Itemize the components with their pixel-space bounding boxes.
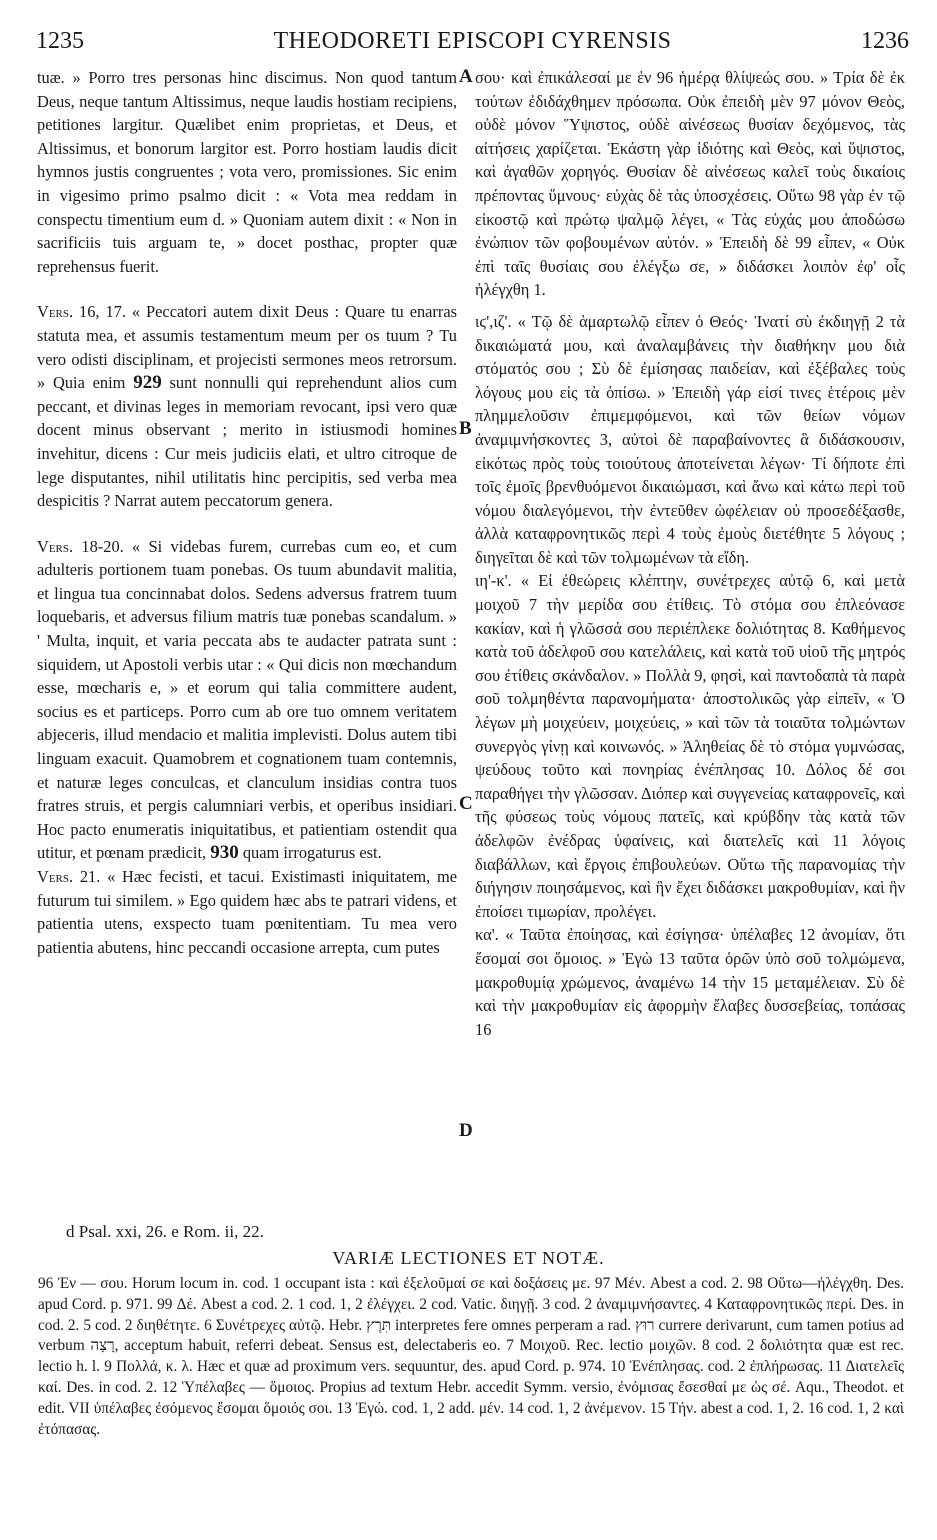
column-number: 930	[210, 842, 239, 864]
verse-label: Vers. 21.	[37, 867, 101, 886]
running-title: THEODORETI EPISCOPI CYRENSIS	[273, 28, 672, 54]
latin-paragraph-1: tuæ. » Porro tres personas hinc discimus. Non quod tantum Deus, neque tantum Altissimus, neque laudis hostiam recipiens, petitiones largitur. Quælibet enim proprietas, et Deus, et Altissimus, et bonorum largitor est. Porro hostiam laudis dicit hymnos justis congruentes ; vota vero, promissiones. Sic enim in vigesimo primo psalmo dicit : « Vota mea reddam in conspectu timentium eum d. » Quoniam autem dixit : « Non in sacrificiis tuis arguam te, » docet posthac, propter quæ reprehensus fuerit.	[37, 68, 457, 276]
greek-paragraph-3: ιη'-κ'. « Εἰ ἐθεώρεις κλέπτην, συνέτρεχες αὐτῷ 6, καὶ μετὰ μοιχοῦ 7 τὴν μερίδα σου ἐτίθεις. Τὸ στόμα σου ἐπλεόνασε κακίαν, καὶ ἡ γλῶσσά σου περιέπλεκε δολιότητας 8. Καθήμενος κατὰ τοῦ ἀδελφοῦ σου κατελάλεις, καὶ κατὰ τοῦ υἱοῦ τῆς μητρός σου ἐτίθεις σκάνδαλον. » Πολλὰ 9, φησὶ, καὶ παντοδαπὰ τὰ παρὰ σοῦ τολμηθέντα παρανομήματα· ἀποστολικῶς γὰρ εἰπεῖν, « Ὁ λέγων μὴ μοιχεύειν, μοιχεύεις, » καὶ τῶν τὰ τοιαῦτα τολμώντων συνεργὸς γίνῃ καὶ κοινωνός. » Ἀληθείας δὲ τὸ στόμα γυμνώσας, ψεύδους τοῦτο καὶ πονηρίας ἐνέπλησας 10. Δόλος δέ σοι παραθήγει τὴν γλῶσσαν. Διόπερ καὶ συγγενείας καταφρονεῖς, καὶ τῆς φύσεως τοὺς νόμους πατεῖς, καὶ κρύβδην τὰς κατὰ τῶν ἀδελφῶν ἐνέδρας ὑφαίνεις, καὶ διατελεῖς καὶ 11 λόγοις διαβάλλων, καὶ ἔργοις ἐπιβουλεύων. Οὕτω τῆς παρανομίας τὴν διήγησιν ποιησάμενος, καὶ ἣν ἔχει διδάσκει μακροθυμίαν, καὶ ἣν ἐποίσει τιμωρίαν, προλέγει.	[475, 571, 905, 921]
greek-paragraph-4: κα'. « Ταῦτα ἐποίησας, καὶ ἐσίγησα· ὑπέλαβες 12 ἀνομίαν, ὅτι ἔσομαί σοι ὅμοιος. » Ἐγὼ 13 ταῦτα ὁρῶν ὑπὸ σοῦ τολμώμενα, μακροθυμίᾳ χρώμενος, ἀναμένω 14 τὴν 15 μεταμέλειαν. Σὺ δὲ καὶ τὴν μακροθυμίαν εἰς ἀφορμὴν ἔλαβες δυσσεβείας, τοπάσας 16	[475, 925, 905, 1039]
latin-paragraph-2: Vers. 16, 17. « Peccatori autem dixit Deus : Quare tu enarras statuta mea, et assumis testamentum meum per os tuum ? Tu vero odisti disciplinam, et projecisti sermones meos retrorsum. » Quia enim 929 sunt nonnulli qui reprehendunt alios cum peccant, et divinas leges in memoriam revocant, ipsi vero quæ docent minus observant ; merito in istiusmodi homines invehitur, dicens : Cur meis judiciis elati, et ultro citroque de lege disputantes, nihil utilitatis hinc percipitis, sed verba mea despicitis ? Narrat autem peccatorum genera.	[37, 302, 458, 511]
greek-paragraph-2: ιϛ',ιζ'. « Τῷ δὲ ἁμαρτωλῷ εἶπεν ὁ Θεός· Ἱνατί σὺ ἐκδιηγῇ 2 τὰ δικαιώματά μου, καὶ ἀναλαμβάνεις τὴν διαθήκην μου διὰ στόματός σου ; Σὺ δὲ ἐμίσησας παιδείαν, καὶ ἐξέβαλες τοὺς λόγους μου εἰς τὰ ὀπίσω. » Ἐπειδὴ γάρ εἰσί τινες ἑτέροις μὲν πλημμελοῦσιν ἐπιμεμφόμενοι, καὶ τῶν θείων νόμων ἀναμιμνήσκοντες 3, αὐτοὶ δὲ παραβαίνοντες ἃ διδάσκουσιν, εἰκότως πρὸς τοὺς τοιούτους ἀποτείνεται λέγων· Τί δήποτε ἐπὶ τοῖς ἐμοῖς βρενθυόμενοι δικαιώμασι, καὶ ἄνω καὶ κάτω περὶ τοῦ νόμου διαλεγόμενοι, τὴν ἐντεῦθεν ὠφέλειαν οὐ προσεδέξασθε, ἀλλὰ καταφρονητικῶς περὶ 4 τοὺς ἐμοὺς διετέθητε 5 λόγους ; διηγεῖται δὲ καὶ τῶν τολμωμένων τὰ εἴδη.	[475, 311, 905, 567]
page-number-right: 1236	[861, 28, 909, 54]
section-marker-a: A	[459, 66, 473, 87]
notes-heading: VARIÆ LECTIONES ET NOTÆ.	[332, 1248, 605, 1268]
page-header	[36, 28, 909, 58]
variant-notes	[38, 1274, 904, 1440]
notes-text: 96 Ἐν — σου. Horum locum in. cod. 1 occupant ista : καὶ ἐξελοῦμαί σε καὶ δοξάσεις με. 97 Μέν. Abest a cod. 2. 98 Οὕτω—ἠλέγχθη. Des. apud Cord. p. 971. 99 Δέ. Abest a cod. 2. 1 cod. 1, 2 ἐλέγχει. 2 cod. Vatic. διηγῇ. 3 cod. 2 ἀναμιμνήσαντες. 4 Καταφρονητικῶς περί. Des. in cod. 2. 5 cod. 2 διηθέτητε. 6 Συνέτρεχες αὐτῷ. Hebr. תִּרֶץ interpretes fere omnes perperam a rad. רוּץ currere derivarunt, cum tamen potius ad verbum רָצָה, acceptum habuit, referri debeat. Sensus est, delectaberis eo. 7 Μοιχοῦ. Rec. lectio μοιχῶν. 8 cod. 2 δολιότητα quæ est rec. lectio h. l. 9 Πολλά, κ. λ. Hæc et quæ ad proximum vers. sequuntur, des. apud Cord. p. 974. 10 Ἐνέπλησας. cod. 2 ἐπλήρωσας. 11 Διατελεῖς καί. Des. in cod. 2. 12 Ὑπέλαβες — ὅμοιος. Propius ad textum Hebr. accedit Symm. versio, ἐνόμισας ἔσεσθαί με ὡς σέ. Aqu., Theodot. et edit. VII ὑπέλαβες ἐσόμενος ἔσομαι ὅμοιός σοι. 13 Ἐγώ. cod. 1, 2 add. μέν. 14 cod. 1, 2 ἀνέμενον. 15 Τήν. abest a cod. 1, 2. 16 cod. 1, 2 καὶ ἐτόπασας.	[38, 1275, 904, 1438]
latin-paragraph-4: Vers. 21. « Hæc fecisti, et tacui. Existimasti iniquitatem, me futurum tui similem. » Ego quidem hæc abs te patrari videns, et patientia utens, exspecto tuam pœnitentiam. Tu mea vero patientia abutens, hinc peccandi occasione arrepta, cum putes	[37, 867, 457, 957]
section-marker-d: D	[459, 1120, 473, 1141]
greek-column	[475, 66, 905, 1041]
section-marker-b: B	[459, 418, 472, 439]
column-number: 929	[133, 372, 162, 394]
verse-label: Vers. 18-20.	[37, 536, 124, 556]
page-number-left: 1235	[36, 28, 84, 54]
latin-paragraph-3: Vers. 18-20. « Si videbas furem, currebas cum eo, et cum adulteris portionem tuam ponebas. Os tuum abundavit malitia, et lingua tua concinnabat dolos. Sedens adversus fratrem tuum loquebaris, et adversus filium matris tuæ ponebas scandalum. » ' Multa, inquit, et varia peccata abs te audacter patrata sunt : siquidem, ut Apostoli verbis utar : « Qui dicis non mœchandum esse, mœcharis e, » et eorum qui talia committere audent, socius es et particeps. Porro cum ab ore tuo omnem veritatem abjeceris, illud mendacio et malitia implevisti. Dolus autem tibi linguam exacuit. Quamobrem et cognationem tuam contemnis, et naturæ leges conculcas, et clanculum insidias contra tuos fratres struis, et pergis calumniari verbis, et operibus insidiari. Hoc pacto enumeratis iniquitatibus, et patientiam ostendit qua utitur, et pœnam prædicit, 930 quam irrogaturus est.	[37, 536, 457, 864]
section-marker-c: C	[459, 793, 473, 814]
verse-label: Vers. 16, 17.	[37, 302, 126, 322]
scripture-references: d Psal. xxi, 26. e Rom. ii, 22.	[66, 1222, 264, 1241]
latin-column	[37, 66, 457, 959]
greek-paragraph-1: σου· καὶ ἐπικάλεσαί με ἐν 96 ἡμέρᾳ θλίψεώς σου. » Τρία δὲ ἐκ τούτων ἐδιδάχθημεν πρόσωπα. Οὐκ ἐπειδὴ μὲν 97 μόνον Θεὸς, οὐδὲ μόνον Ὕψιστος, οὐδὲ αἰνέσεως θυσίαν δεχόμενος, τὰς αἰτήσεις χαρίζεται. Ἑκάστη γὰρ ἰδιότης καὶ Θεὸς, καὶ ὕψιστος, καὶ ἀγαθῶν χορηγός. Θυσίαν δὲ αἰνέσεως καλεῖ τοὺς δικαίοις πρέποντας ὕμνους· εὐχὰς δὲ τὰς ὑποσχέσεις. Οὕτω 98 γὰρ ἐν τῷ εἰκοστῷ καὶ πρώτῳ ψαλμῷ λέγει, « Τὰς εὐχάς μου ἀποδώσω ἐνώπιον τῶν φοβουμένων αὐτόν. » Ἐπειδὴ δὲ 99 εἶπεν, « Οὐκ ἐπὶ ταῖς θυσίαις σου ἐλέγξω σε, » διδάσκει λοιπὸν ἐφ' οἷς ἠλέγχθη 1.	[475, 68, 905, 300]
